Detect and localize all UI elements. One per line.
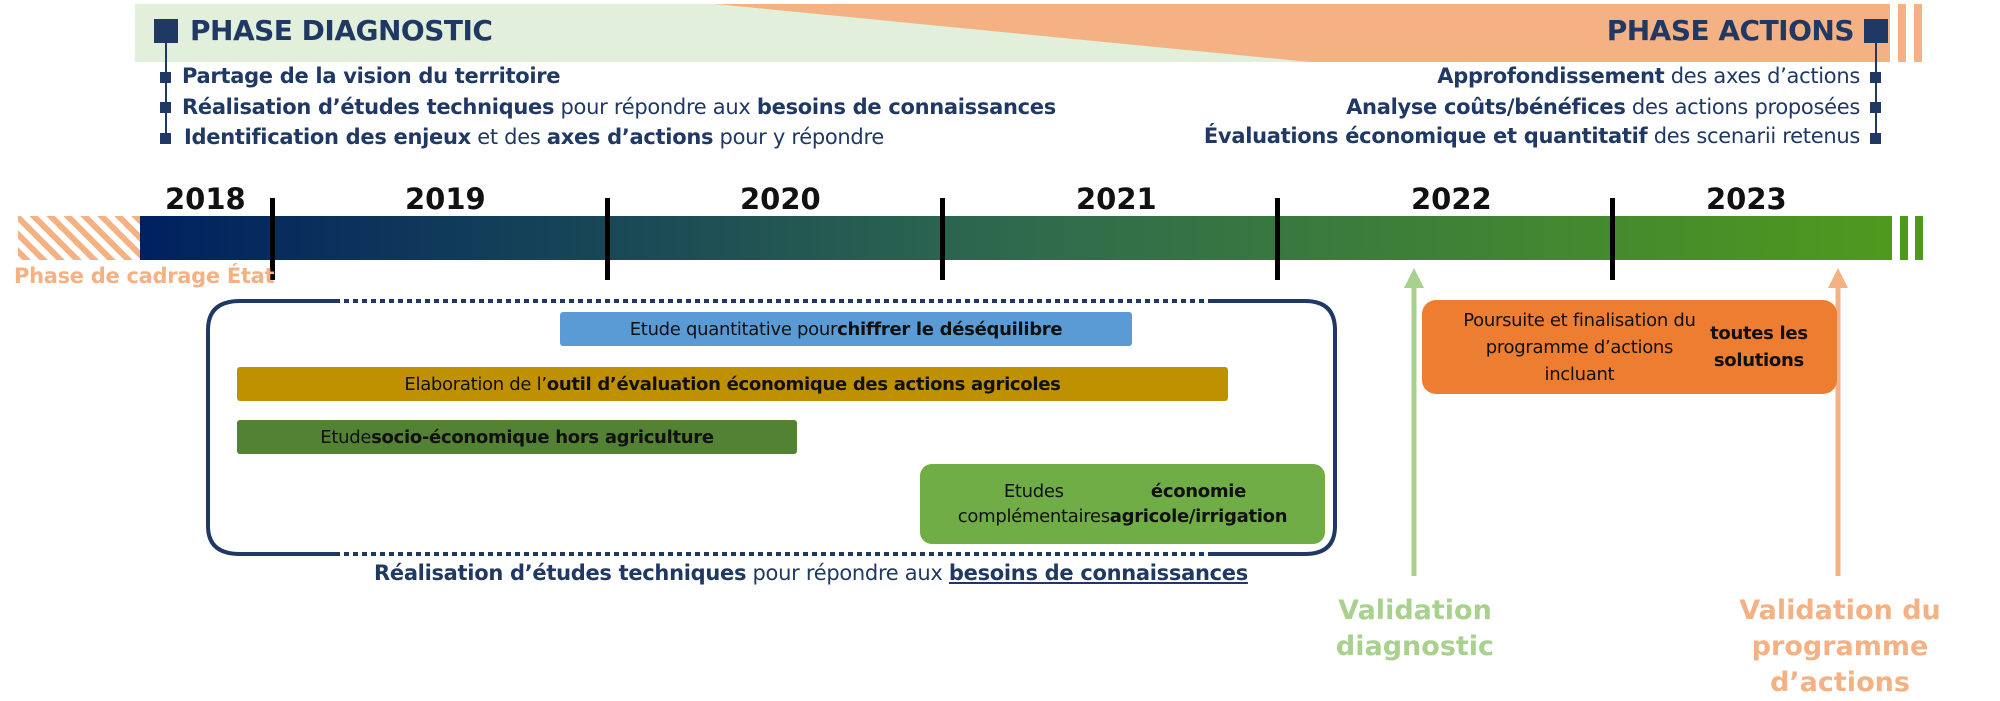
diagnostic-bullet	[184, 125, 884, 149]
validation-actions-label	[1680, 593, 2000, 701]
text-segment: Partage de la vision du territoire	[182, 64, 561, 88]
actions-bullet	[1346, 95, 1860, 119]
text-segment: Réalisation d’études techniques	[374, 561, 747, 585]
study-bar-quantitative	[560, 312, 1132, 346]
year-tick	[940, 198, 945, 280]
study-bar-outil	[237, 367, 1228, 401]
text-segment: Approfondissement	[1437, 64, 1665, 88]
square-bullet-icon	[160, 102, 171, 113]
text-segment: et des	[470, 125, 547, 149]
arrow-up-icon	[1404, 268, 1424, 288]
year-tick	[1275, 198, 1280, 280]
text-segment: Évaluations économique et quantitatif	[1203, 124, 1648, 148]
square-bullet-icon	[154, 19, 178, 43]
text-segment: Etude quantitative pour	[629, 318, 838, 340]
studies-caption	[374, 561, 1248, 585]
year-label: 2022	[1411, 182, 1492, 216]
square-bullet-icon	[1870, 72, 1881, 83]
cadrage-label: Phase de cadrage État	[14, 264, 275, 288]
square-bullet-icon	[1870, 133, 1881, 144]
timeline-end-stripe	[1915, 216, 1923, 260]
timeline-end-stripe	[1900, 216, 1908, 260]
text-segment: économie agricole/irrigation	[1109, 481, 1288, 527]
text-segment: axes d’actions	[546, 125, 714, 149]
year-tick	[1610, 198, 1615, 280]
square-bullet-icon	[1864, 19, 1888, 43]
study-bar-complementaires	[920, 464, 1325, 544]
square-bullet-icon	[160, 133, 171, 144]
validation-actions-line2: programme d’actions	[1751, 631, 1929, 698]
text-segment: socio-économique hors agriculture	[371, 426, 714, 448]
text-segment: des actions proposées	[1625, 95, 1860, 119]
actions-band-end-stripe	[1914, 4, 1922, 62]
year-label: 2019	[405, 182, 486, 216]
text-segment: pour répondre aux	[746, 561, 949, 585]
hatched-pattern	[18, 216, 140, 260]
text-segment: outil d’évaluation économique des actions agricoles	[546, 373, 1061, 395]
square-bullet-icon	[1870, 102, 1881, 113]
year-tick	[605, 198, 610, 280]
actions-band-end-stripe	[1898, 4, 1906, 62]
text-segment: besoins de connaissances	[948, 561, 1248, 585]
text-segment: Réalisation d’études techniques	[182, 95, 555, 119]
text-segment: toutes les solutions	[1710, 323, 1808, 371]
year-label: 2021	[1076, 182, 1157, 216]
text-segment: Etude	[320, 426, 372, 448]
phase-diagnostic-title: PHASE DIAGNOSTIC	[190, 14, 493, 47]
text-segment: besoins de connaissances	[756, 95, 1056, 119]
text-segment: Identification des enjeux	[184, 125, 471, 149]
text-segment: des scenarii retenus	[1647, 124, 1860, 148]
validation-diagnostic-line1: Validation	[1338, 595, 1492, 626]
text-segment: des axes d’actions	[1664, 64, 1860, 88]
text-segment: Poursuite et finalisation du programme d’actions incluant	[1463, 309, 1696, 385]
arrow-up-icon	[1828, 268, 1848, 288]
text-segment: Elaboration de l’	[404, 373, 547, 395]
diagnostic-bullet	[182, 95, 1056, 119]
band-gap	[1906, 4, 1914, 62]
validation-diagnostic-label	[1300, 593, 1530, 665]
text-segment: Analyse coûts/bénéfices	[1346, 95, 1626, 119]
actions-bullet	[1204, 124, 1860, 148]
year-label: 2023	[1706, 182, 1787, 216]
year-label: 2020	[740, 182, 821, 216]
study-bar-poursuite	[1422, 300, 1837, 394]
year-label: 2018	[165, 182, 246, 216]
timeline-bar	[140, 216, 1892, 260]
actions-bullet	[1437, 64, 1860, 88]
text-segment: chiffrer le déséquilibre	[837, 318, 1063, 340]
validation-actions-line1: Validation du	[1739, 595, 1941, 626]
phase-actions-title: PHASE ACTIONS	[1606, 14, 1854, 47]
text-segment: pour y répondre	[713, 125, 884, 149]
text-segment: pour répondre aux	[554, 95, 757, 119]
square-bullet-icon	[160, 72, 171, 83]
validation-diagnostic-line2: diagnostic	[1335, 631, 1495, 662]
text-segment: Etudes complémentaires	[957, 481, 1110, 527]
diagnostic-bullet	[182, 64, 560, 88]
band-gap	[1890, 4, 1898, 62]
study-bar-socio	[237, 420, 797, 454]
